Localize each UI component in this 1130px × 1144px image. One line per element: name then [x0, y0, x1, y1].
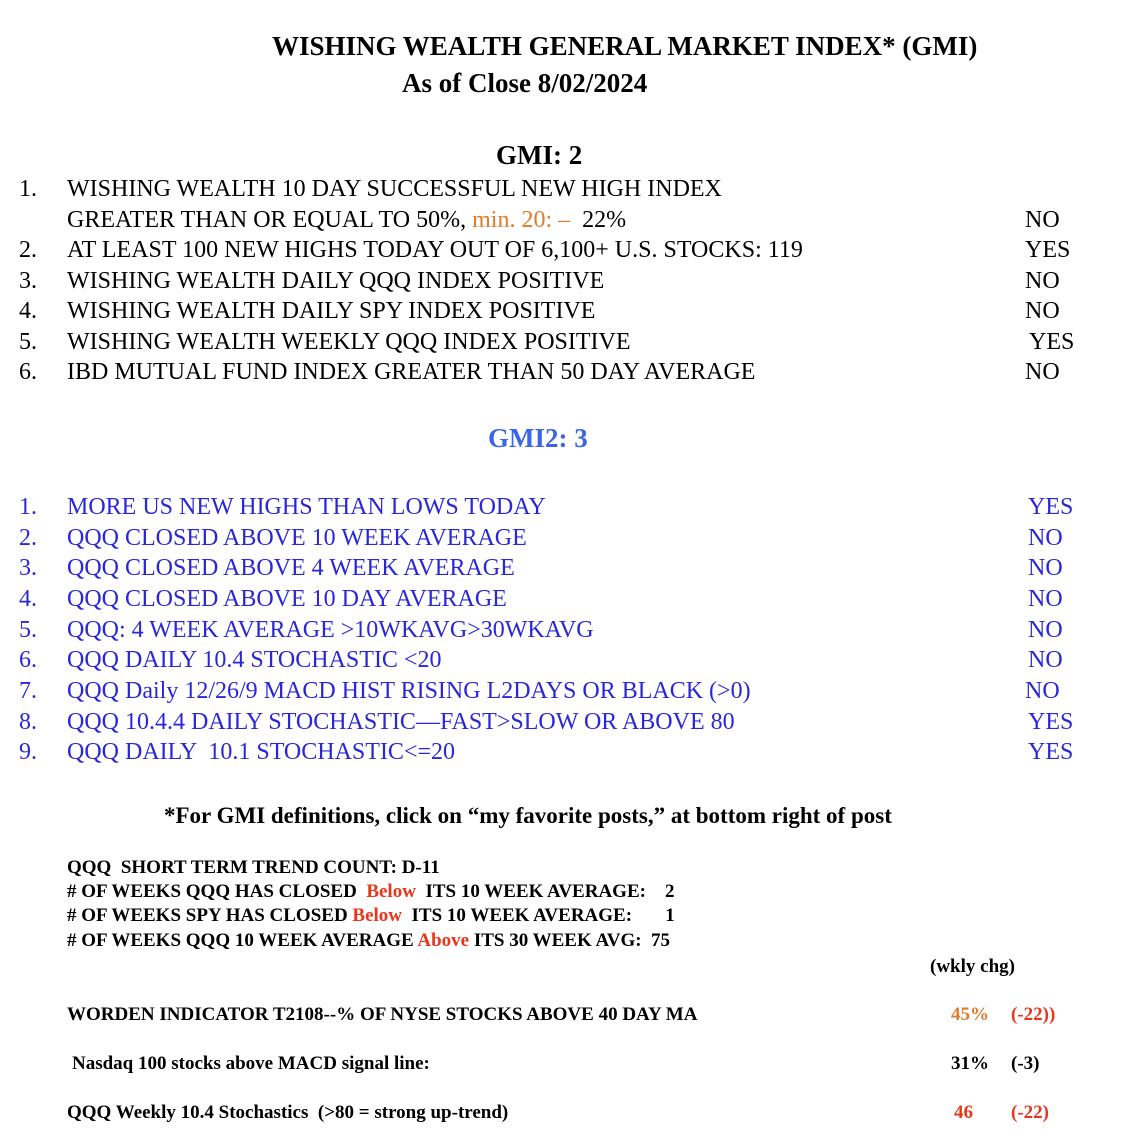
- macd-label: Nasdaq 100 stocks above MACD signal line:: [72, 1053, 430, 1074]
- stochastics-value: 46: [954, 1102, 973, 1123]
- gmi2-item-answer: YES: [1028, 494, 1074, 520]
- gmi2-item-text: QQQ DAILY 10.4 STOCHASTIC <20: [67, 647, 442, 673]
- gmi-item-number: 2.: [19, 237, 37, 263]
- definitions-footnote: *For GMI definitions, click on “my favorite posts,” at bottom right of post: [164, 803, 892, 828]
- gmi-heading: GMI: 2: [496, 140, 583, 170]
- gmi-item-1: [0, 176, 1130, 207]
- gmi-item-number: 1.: [19, 176, 37, 202]
- gmi-item-2: [0, 237, 1130, 268]
- t2108-change: (-22)): [1011, 1004, 1056, 1025]
- gmi-item-min-note: min. 20: –: [472, 207, 571, 233]
- gmi-item-answer: YES: [1029, 329, 1075, 355]
- gmi-item-number: 3.: [19, 268, 37, 294]
- page-title: WISHING WEALTH GENERAL MARKET INDEX* (GMI): [272, 31, 978, 61]
- gmi2-item-6: [0, 647, 1130, 678]
- gmi2-item-answer: YES: [1028, 709, 1074, 735]
- gmi2-item-1: [0, 494, 1130, 525]
- gmi-item-answer: NO: [1025, 359, 1060, 385]
- gmi2-item-7: [0, 678, 1130, 709]
- gmi2-item-5: [0, 617, 1130, 648]
- above-word: Above: [417, 930, 470, 951]
- gmi2-item-number: 8.: [19, 709, 37, 735]
- weeks-qqq-below-line: [67, 881, 674, 903]
- gmi2-item-number: 3.: [19, 555, 37, 581]
- gmi-item-1-cont: [0, 207, 1130, 238]
- gmi2-item-answer: NO: [1028, 647, 1063, 673]
- gmi2-item-number: 6.: [19, 647, 37, 673]
- gmi-item-answer: NO: [1025, 298, 1060, 324]
- gmi-item-text-a: GREATER THAN OR EQUAL TO 50%,: [67, 207, 473, 233]
- gmi2-item-2: [0, 525, 1130, 556]
- gmi2-item-answer: NO: [1025, 678, 1060, 704]
- gmi2-item-number: 2.: [19, 525, 37, 551]
- below-word: Below: [366, 881, 416, 902]
- gmi2-heading: GMI2: 3: [488, 423, 588, 453]
- gmi-item-text: WISHING WEALTH WEEKLY QQQ INDEX POSITIVE: [67, 329, 631, 355]
- weeks-qqq-above-line: [67, 930, 670, 952]
- weeks-spy-below-line: [67, 905, 675, 927]
- weeks-spy-label: # OF WEEKS SPY HAS CLOSED: [67, 905, 353, 926]
- stochastics-change: (-22): [1011, 1102, 1049, 1123]
- weekly-change-label: (wkly chg): [930, 956, 1015, 977]
- gmi-item-number: 4.: [19, 298, 37, 324]
- gmi-item-answer: YES: [1025, 237, 1071, 263]
- weeks-qqq-label: # OF WEEKS QQQ HAS CLOSED: [67, 881, 367, 902]
- gmi2-item-text: QQQ Daily 12/26/9 MACD HIST RISING L2DAYS OR BLACK (>0): [67, 678, 751, 704]
- gmi-item-text: WISHING WEALTH DAILY SPY INDEX POSITIVE: [67, 298, 596, 324]
- gmi2-item-4: [0, 586, 1130, 617]
- gmi2-item-answer: NO: [1028, 617, 1063, 643]
- gmi2-item-text: QQQ DAILY 10.1 STOCHASTIC<=20: [67, 739, 456, 765]
- macd-value: 31%: [951, 1053, 989, 1074]
- gmi2-item-text: QQQ CLOSED ABOVE 10 WEEK AVERAGE: [67, 525, 527, 551]
- page-subtitle: As of Close 8/02/2024: [402, 68, 648, 98]
- t2108-label: WORDEN INDICATOR T2108--% OF NYSE STOCKS ABOVE 40 DAY MA: [67, 1004, 698, 1025]
- macd-change: (-3): [1011, 1053, 1040, 1074]
- gmi-item-text: WISHING WEALTH 10 DAY SUCCESSFUL NEW HIGH INDEX: [67, 176, 722, 202]
- weeks-qqq-value: ITS 10 WEEK AVERAGE: 2: [415, 881, 675, 902]
- gmi2-item-3: [0, 555, 1130, 586]
- gmi-item-text: IBD MUTUAL FUND INDEX GREATER THAN 50 DAY AVERAGE: [67, 359, 756, 385]
- gmi-item-text: WISHING WEALTH DAILY QQQ INDEX POSITIVE: [67, 268, 605, 294]
- weeks-qqq-avg-label: # OF WEEKS QQQ 10 WEEK AVERAGE: [67, 930, 418, 951]
- gmi-item-number: 5.: [19, 329, 37, 355]
- gmi-item-text-c: 22%: [570, 207, 627, 233]
- gmi-item-number: 6.: [19, 359, 37, 385]
- gmi-item-answer: NO: [1025, 268, 1060, 294]
- gmi2-item-text: QQQ: 4 WEEK AVERAGE >10WKAVG>30WKAVG: [67, 617, 594, 643]
- gmi2-item-8: [0, 709, 1130, 740]
- below-word: Below: [352, 905, 403, 926]
- gmi2-item-answer: NO: [1028, 586, 1063, 612]
- gmi2-item-text: QQQ CLOSED ABOVE 4 WEEK AVERAGE: [67, 555, 515, 581]
- gmi-item-5: [0, 329, 1130, 360]
- gmi2-item-answer: NO: [1028, 525, 1063, 551]
- trend-count-line: QQQ SHORT TERM TREND COUNT: D-11: [67, 857, 440, 878]
- gmi-item-6: [0, 359, 1130, 390]
- weeks-spy-value: ITS 10 WEEK AVERAGE: 1: [402, 905, 675, 926]
- gmi2-item-text: QQQ 10.4.4 DAILY STOCHASTIC—FAST>SLOW OR ABOVE 80: [67, 709, 735, 735]
- gmi-item-3: [0, 268, 1130, 299]
- gmi2-item-text: QQQ CLOSED ABOVE 10 DAY AVERAGE: [67, 586, 507, 612]
- gmi2-item-answer: NO: [1028, 555, 1063, 581]
- gmi2-item-number: 1.: [19, 494, 37, 520]
- gmi2-item-9: [0, 739, 1130, 770]
- gmi-item-text: [67, 207, 626, 234]
- gmi2-item-number: 4.: [19, 586, 37, 612]
- stochastics-label: QQQ Weekly 10.4 Stochastics (>80 = strong up-trend): [67, 1102, 509, 1123]
- gmi-item-4: [0, 298, 1130, 329]
- weeks-qqq-avg-value: ITS 30 WEEK AVG: 75: [469, 930, 671, 951]
- t2108-value: 45%: [951, 1004, 989, 1025]
- gmi2-item-answer: YES: [1028, 739, 1074, 765]
- gmi-item-answer: NO: [1025, 207, 1060, 233]
- gmi-item-text: AT LEAST 100 NEW HIGHS TODAY OUT OF 6,100+ U.S. STOCKS: 119: [67, 237, 803, 263]
- gmi2-item-number: 9.: [19, 739, 37, 765]
- gmi2-item-number: 5.: [19, 617, 37, 643]
- gmi2-item-number: 7.: [19, 678, 37, 704]
- gmi2-item-text: MORE US NEW HIGHS THAN LOWS TODAY: [67, 494, 546, 520]
